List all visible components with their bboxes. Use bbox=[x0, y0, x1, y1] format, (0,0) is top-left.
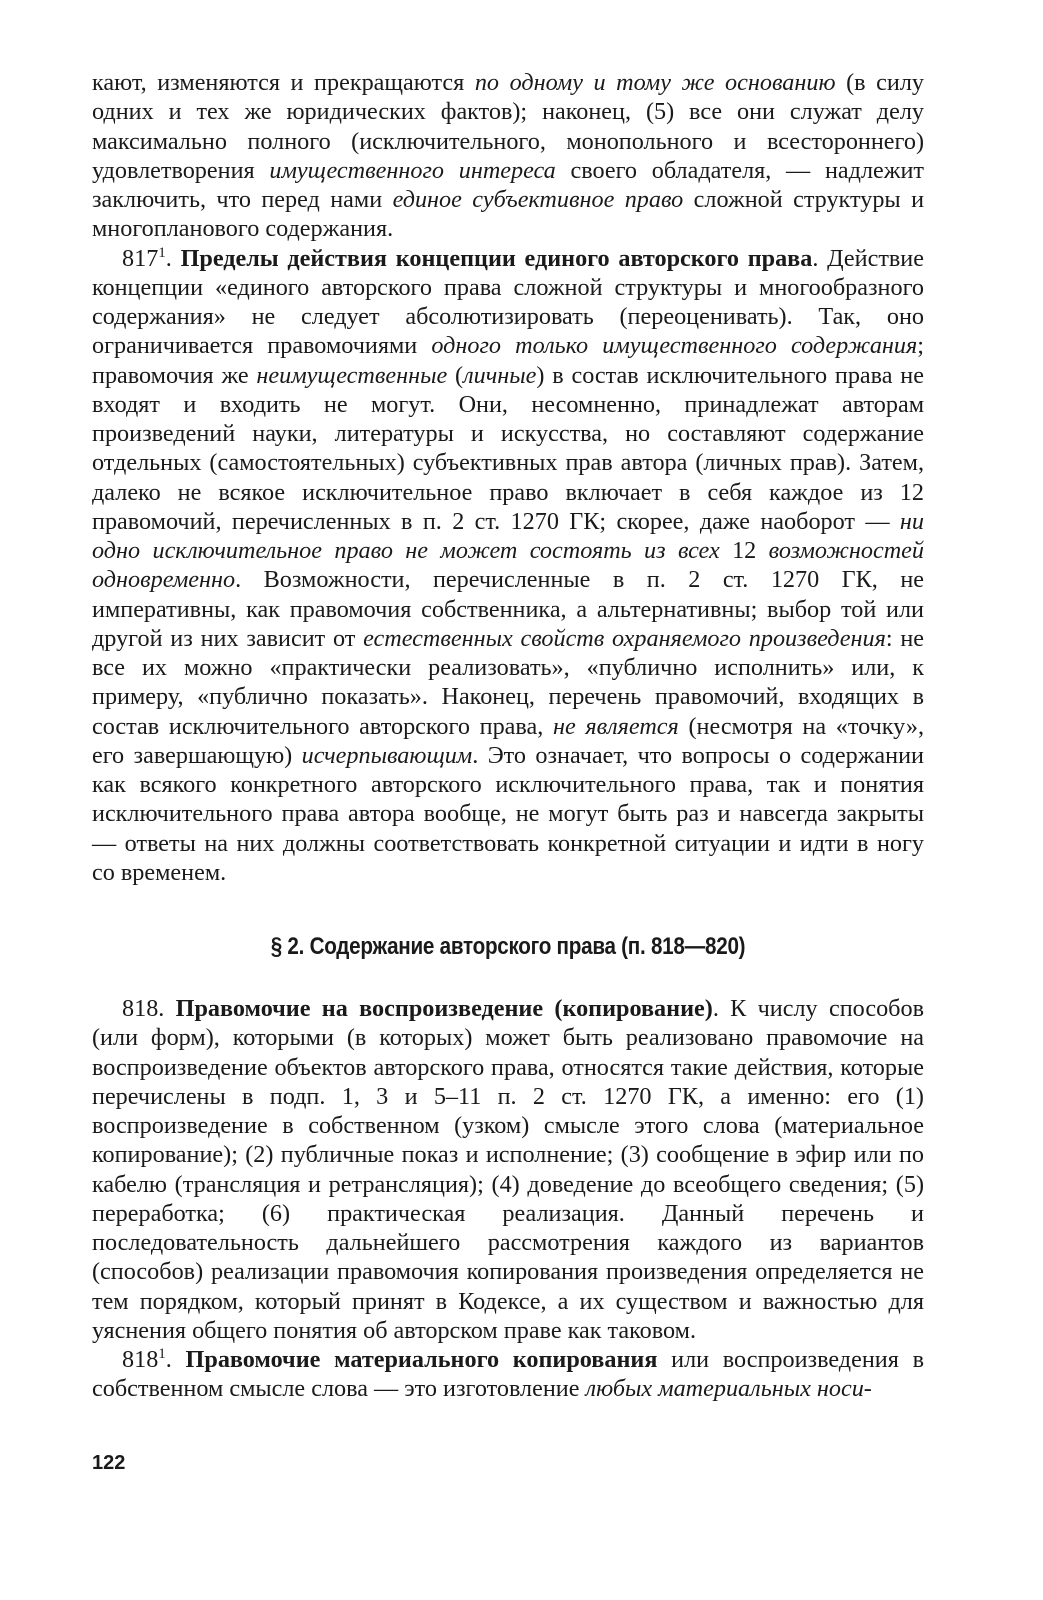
italic-text: имущественного интереса bbox=[269, 156, 556, 184]
text: . К числу способов (или форм), которыми (в которых) может быть реализовано правомочие на воспроизведение объектов авторского права, относятся такие действия, которые перечислены в подп. 1, 3 и 5–11 п. 2 ст. 1270 ГК, а именно: его (1) воспроизведение в собственном (узком) смысле этого слова (материальное копирование); (2) публичные показ и исполнение; (3) сообщение в эфир или по кабелю (трансляция и ретрансляция); (4) доведение до всеобщего сведения; (5) переработка; (6) практическая реализация. Данный перечень и последовательность дальнейшего рассмотрения каждого из вариантов (способов) реализации правомочия копирования произведения определяется не тем порядком, который принят в Кодексе, а их существом и важностью для уяснения общего понятия об авторском праве как таковом. bbox=[92, 995, 924, 1344]
paragraph-818-1 bbox=[92, 1345, 924, 1404]
text: своего обладателя, — надлежит заключить, что перед нами bbox=[92, 156, 924, 213]
text: . bbox=[165, 244, 181, 272]
italic-text: возможностей одновременно bbox=[92, 537, 924, 594]
italic-text: личные bbox=[463, 361, 537, 389]
text: или воспроизведения в собственном смысле слова — это изготовление bbox=[92, 1346, 925, 1403]
book-page bbox=[92, 68, 924, 1404]
text: . Это означает, что вопросы о содержании как всякого конкретного авторского исключительного права, так и понятия исключительного права автора вообще, не могут быть раз и навсегда закрыты — ответы на них должны соответствовать конкретной ситуации и идти в ногу со временем. bbox=[92, 741, 925, 886]
italic-text: любых материальных носи- bbox=[585, 1375, 872, 1403]
italic-text: одного только имущественного содержания bbox=[431, 332, 918, 360]
italic-text: единое субъективное право bbox=[392, 186, 684, 213]
paragraph-number: 817 bbox=[122, 244, 159, 272]
paragraph-number: 818 bbox=[122, 1346, 159, 1373]
text: . Возможности, перечисленные в п. 2 ст. 1270 ГК, не императивны, как правомочия собственника, а альтернативны; выбор той или другой из них зависит от bbox=[92, 566, 924, 652]
text: (в силу одних и тех же юридических фактов); наконец, (5) все они служат делу максимально полного (исключительного, монопольного и всестороннего) удовлетворения bbox=[92, 69, 924, 184]
paragraph-number: 818. bbox=[122, 995, 176, 1022]
paragraph-title: Правомочие материального копирования bbox=[185, 1346, 658, 1373]
text: кают, изменяются и прекращаются bbox=[92, 69, 475, 96]
italic-text: неимущественные bbox=[256, 361, 448, 389]
text: ; правомочия же bbox=[92, 332, 925, 389]
text: . Действие концепции «единого авторского права сложной структуры и многообразного содержания» не следует абсолютизировать (переоценивать). Так, оно ограничивается правомочиями bbox=[92, 244, 924, 360]
section-heading: § 2. Содержание авторского права (п. 818—820) bbox=[270, 933, 746, 960]
text: ) в состав исключительного права не входят и входить не могут. Они, несомненно, принадлежат авторам произведений науки, литературы и искусства, но составляют содержание отдельных (самостоятельных) субъективных прав автора (личных прав). Затем, далеко не всякое исключительное право включает в себя каждое из 12 правомочий, перечисленных в п. 2 ст. 1270 ГК; скорее, даже наоборот — bbox=[92, 361, 924, 535]
paragraph-title: Правомочие на воспроизведение (копирование) bbox=[175, 995, 713, 1022]
text: . bbox=[165, 1346, 186, 1373]
italic-text: ни одно исключительное право не может состоять из всех bbox=[92, 507, 924, 564]
italic-text: исчерпывающим bbox=[301, 741, 473, 769]
superscript: 1 bbox=[158, 1345, 166, 1362]
text: : не все их можно «практически реализовать», «публично исполнить» или, к примеру, «публично показать». Наконец, перечень правомочий, входящих в состав исключительного авторского права, bbox=[92, 624, 924, 740]
paragraph-817-1 bbox=[92, 244, 924, 888]
text: 12 bbox=[719, 537, 769, 564]
italic-text: не является bbox=[552, 712, 679, 740]
superscript: 1 bbox=[158, 244, 166, 261]
paragraph-title: Пределы действия концепции единого авторского права bbox=[180, 244, 813, 272]
text: (несмотря на «точку», его завершающую) bbox=[92, 712, 924, 769]
text: ( bbox=[447, 361, 464, 389]
italic-text: естественных свойств охраняемого произведения bbox=[363, 624, 886, 652]
paragraph-818 bbox=[92, 994, 924, 1345]
italic-text: по одному и тому же основанию bbox=[474, 69, 836, 96]
paragraph-continuation bbox=[92, 68, 924, 244]
text: сложной структуры и многопланового содержания. bbox=[92, 186, 925, 243]
page-number: 122 bbox=[92, 1452, 126, 1474]
